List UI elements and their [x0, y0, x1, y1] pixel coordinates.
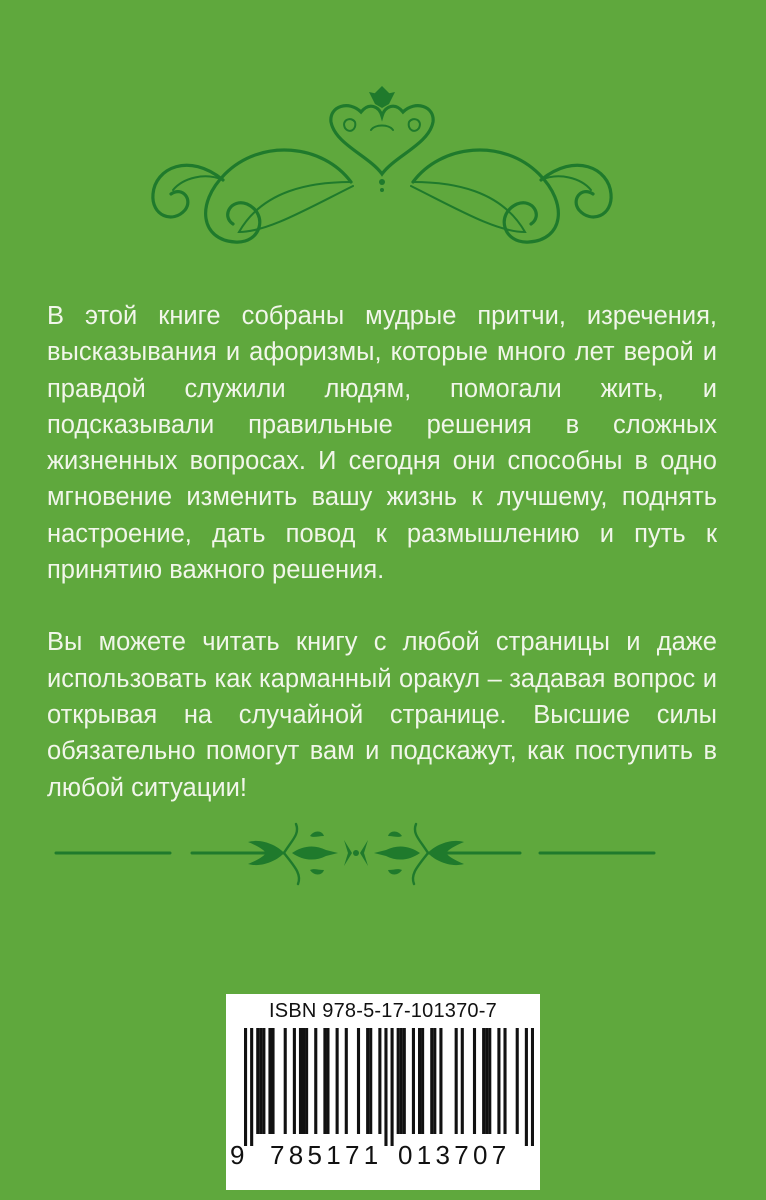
barcode-bar [455, 1028, 458, 1134]
barcode-bar [378, 1028, 381, 1134]
barcode-bar [293, 1028, 296, 1134]
barcode-bar [284, 1028, 287, 1134]
description-text [47, 298, 717, 806]
barcode-digit-first: 9 [230, 1140, 245, 1170]
barcode-bar [403, 1028, 406, 1134]
barcode-bar [433, 1028, 436, 1134]
barcode-bar [299, 1028, 302, 1134]
barcode-bar [262, 1028, 265, 1134]
barcode-panel [226, 994, 540, 1190]
barcode-bar [314, 1028, 317, 1134]
barcode-bar [531, 1028, 534, 1146]
barcode-bar [418, 1028, 421, 1134]
barcode-bar [323, 1028, 326, 1134]
barcode-bar [516, 1028, 519, 1134]
barcode-bar [439, 1028, 442, 1134]
barcode-bar [366, 1028, 369, 1134]
barcode-bar [412, 1028, 415, 1134]
barcode-bar [391, 1028, 394, 1146]
barcode-bar [400, 1028, 403, 1134]
barcode-bar [473, 1028, 476, 1134]
barcode-bar [503, 1028, 506, 1134]
isbn-label: ISBN 978-5-17-101370-7 [269, 1000, 497, 1022]
barcode-bar [326, 1028, 329, 1134]
barcode-bar [345, 1028, 348, 1134]
barcode-digits-left: 785171 [270, 1140, 383, 1170]
barcode-bar [302, 1028, 305, 1134]
barcode-bar [461, 1028, 464, 1134]
barcode-bar [488, 1028, 491, 1134]
barcode-icon [244, 1028, 534, 1146]
barcode-bar [482, 1028, 485, 1134]
barcode-bar [397, 1028, 400, 1134]
barcode-bar [336, 1028, 339, 1134]
barcode-bar [384, 1028, 387, 1146]
barcode-bar [259, 1028, 262, 1134]
barcode-bar [421, 1028, 424, 1134]
barcode-bar [305, 1028, 308, 1134]
description-paragraph-2: Вы можете читать книгу с любой страницы и даже использовать как карманный оракул – задавая вопрос и открывая на случайной странице. Высшие силы обязательно помогут вам и подскажут, как поступить в любой ситуации! [47, 628, 717, 802]
barcode-bar [485, 1028, 488, 1134]
barcode-bar [525, 1028, 528, 1146]
barcode-bar [357, 1028, 360, 1134]
barcode-bar [430, 1028, 433, 1134]
barcode-bar [369, 1028, 372, 1134]
barcode-bar [271, 1028, 274, 1134]
barcode-bar [244, 1028, 247, 1146]
flourish-ornament-icon [143, 82, 621, 247]
description-paragraph-1: В этой книге собраны мудрые притчи, изречения, высказывания и афоризмы, которые много лет верой и правдой служили людям, помогали жить, и подсказывали правильные решения в сложных жизненных вопросах. И сегодня они способны в одно мгновение изменить вашу жизнь к лучшему, поднять настроение, дать повод к размышлению и путь к принятию важного решения. [47, 302, 717, 585]
barcode-bar [256, 1028, 259, 1134]
barcode-bar [250, 1028, 253, 1146]
barcode-bar [497, 1028, 500, 1134]
barcode-digits-right: 013707 [398, 1140, 511, 1170]
vine-divider-icon [52, 820, 714, 890]
barcode-bar [268, 1028, 271, 1134]
